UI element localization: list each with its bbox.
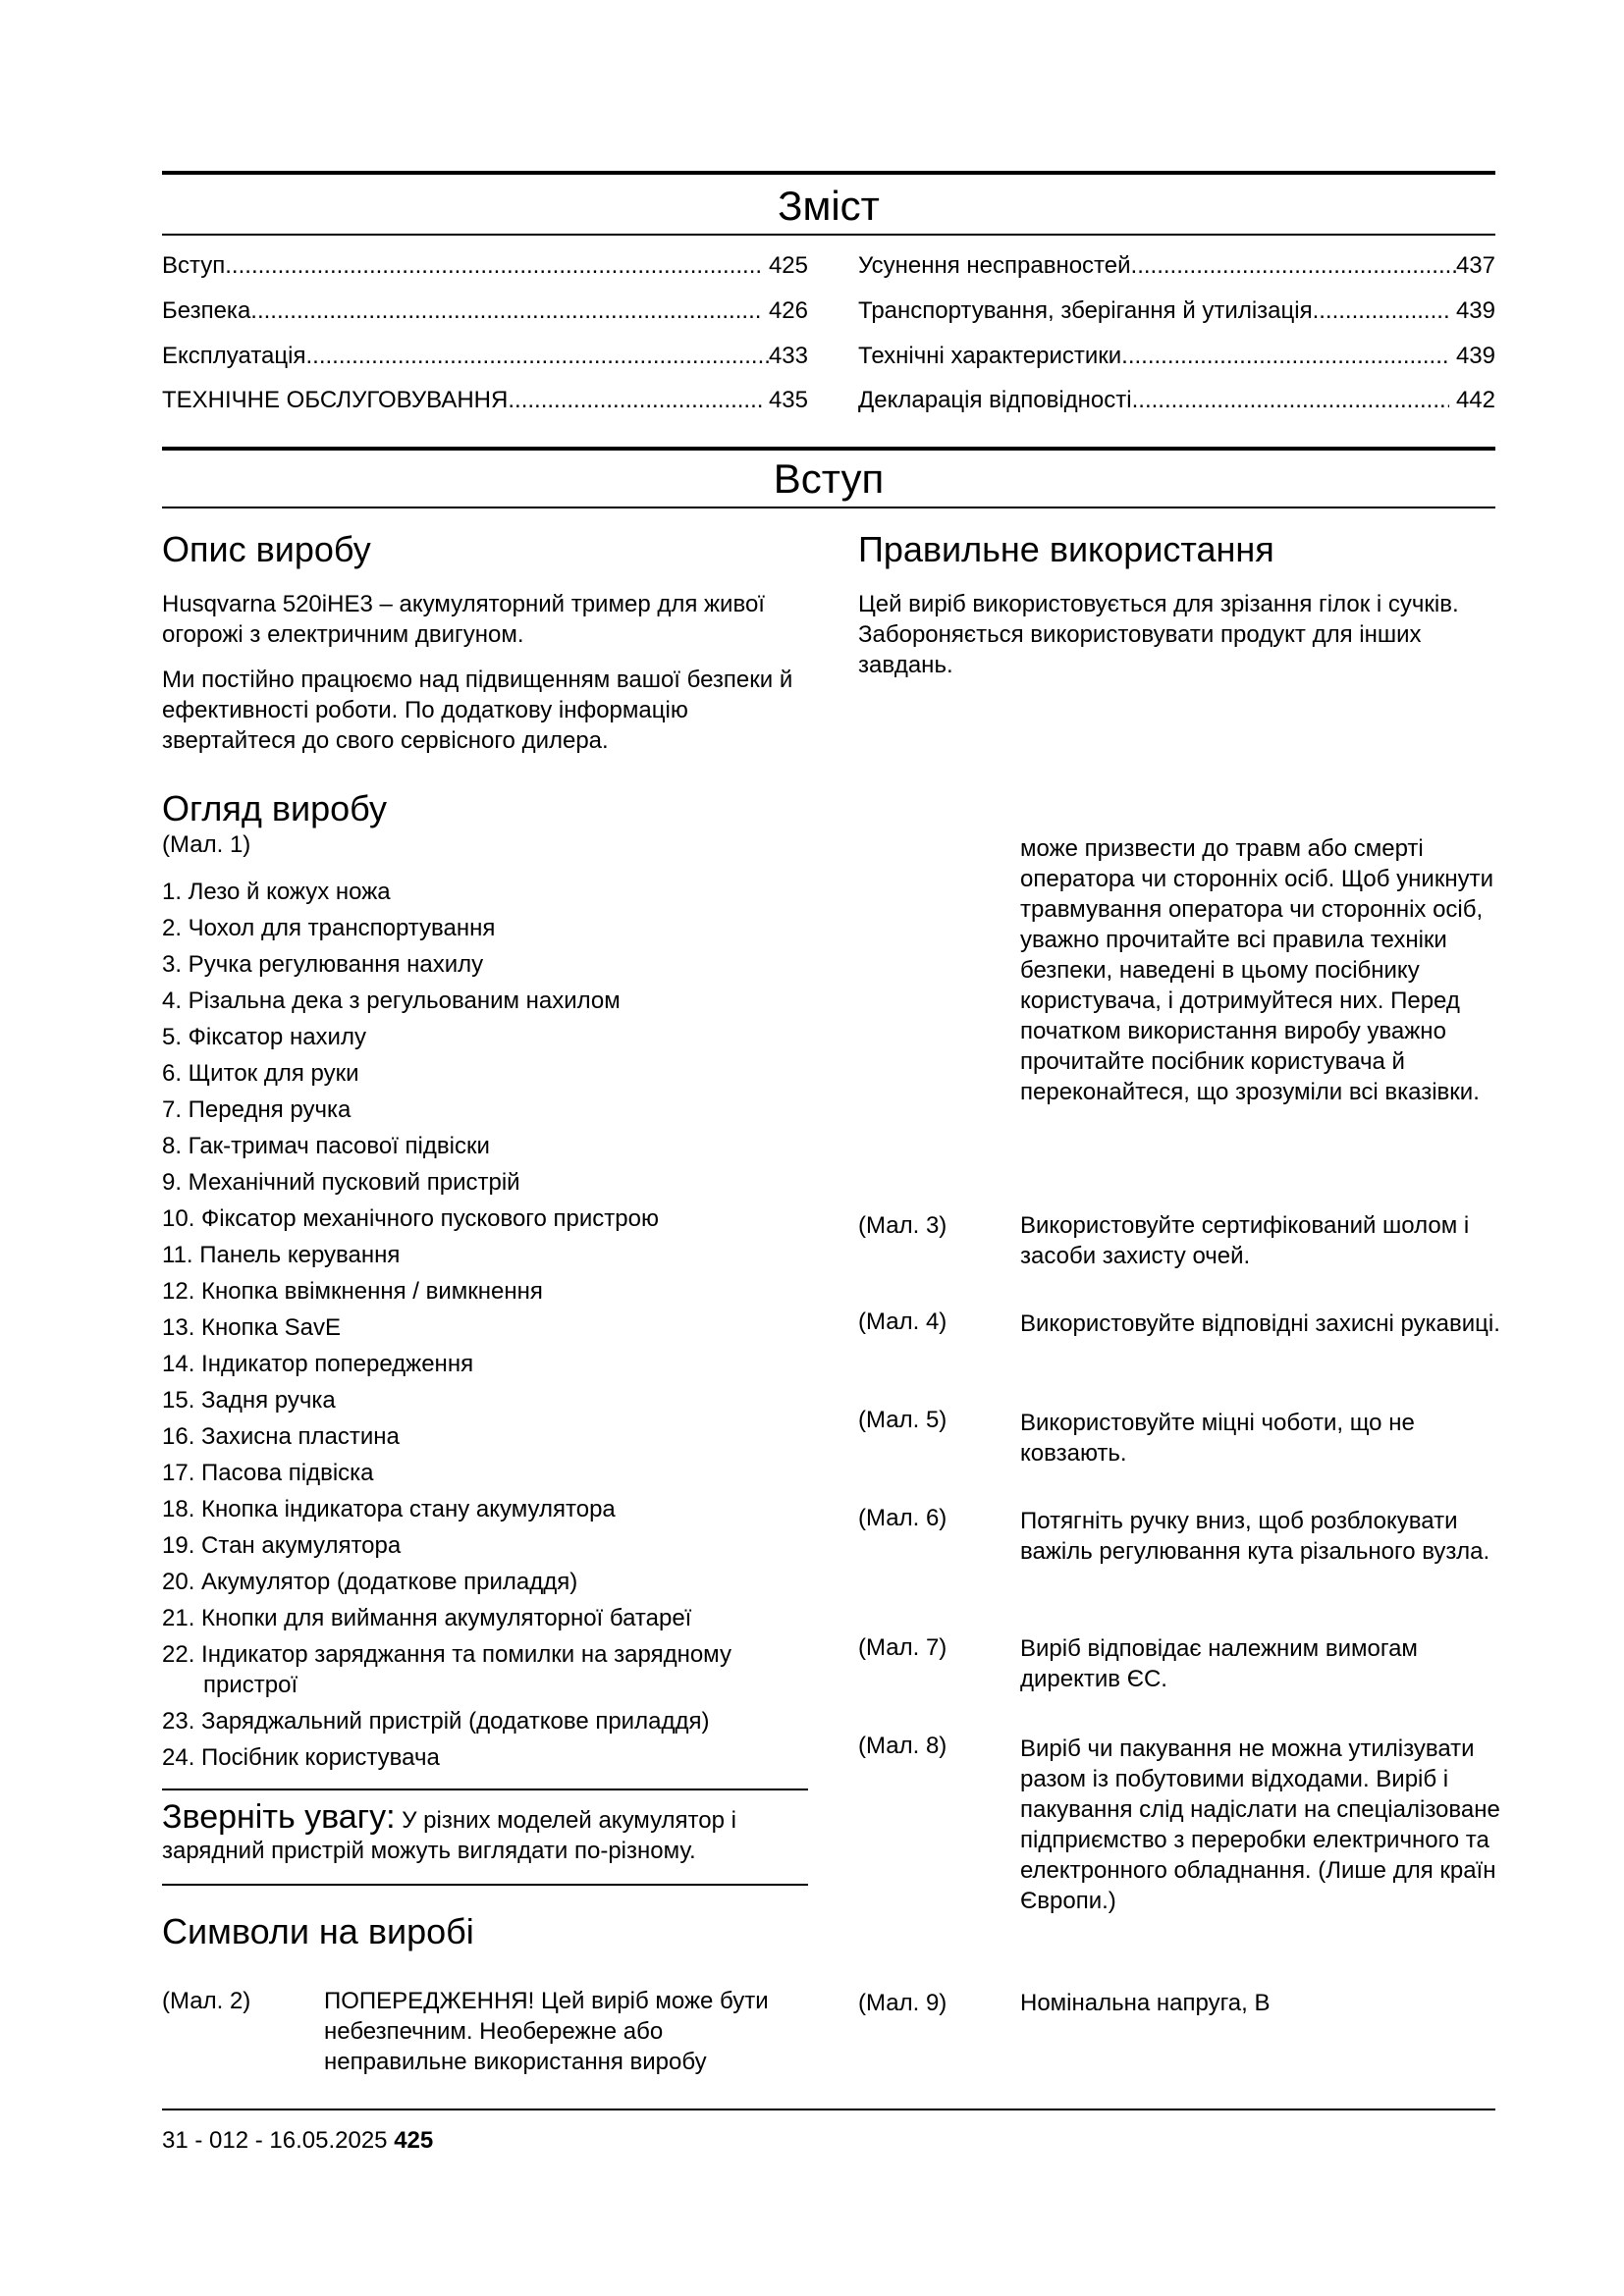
toc-title: Зміст	[778, 183, 880, 229]
symbol-figure-ref: (Мал. 8)	[858, 1733, 947, 1759]
note-top-rule	[162, 1789, 808, 1790]
toc-entry-intro[interactable]: Вступ ..... 425	[162, 251, 808, 281]
list-item: 24. Посібник користувача	[162, 1744, 440, 1771]
list-item: 21. Кнопки для виймання акумуляторної батареї	[162, 1605, 692, 1631]
list-item: 15. Задня ручка	[162, 1387, 336, 1414]
symbol-description: Використовуйте відповідні захисні рукавиці.	[1020, 1310, 1500, 1337]
toc-entry-technical-data[interactable]: Технічні характеристики ..... 439	[858, 342, 1495, 371]
list-item: 13. Кнопка SavE	[162, 1314, 342, 1341]
symbol-figure-ref: (Мал. 4)	[858, 1308, 947, 1335]
list-item: 1. Лезо й кожух ножа	[162, 879, 391, 905]
list-item: 8. Гак-тримач пасової підвіски	[162, 1133, 490, 1159]
list-item: 11. Панель керування	[162, 1242, 401, 1268]
note	[162, 1798, 800, 1866]
overview-heading: Огляд виробу	[162, 788, 387, 828]
symbol-figure-ref: (Мал. 6)	[858, 1505, 947, 1531]
overview-figure-ref: (Мал. 1)	[162, 831, 251, 858]
note-label: Зверніть увагу:	[162, 1798, 396, 1836]
toc-top-rule	[162, 171, 1495, 175]
proper-use-paragraph: Цей виріб використовується для зрізання гілок і сучків. Забороняється використовувати продукт для інших завдань.	[858, 591, 1459, 678]
description-paragraph-2: Ми постійно працюємо над підвищенням вашої безпеки й ефективності роботи. По додаткову інформацію звертайтеся до свого сервісного дилера.	[162, 667, 793, 754]
list-item: 14. Індикатор попередження	[162, 1351, 474, 1377]
symbol-description: Номінальна напруга, В	[1020, 1990, 1271, 2016]
symbol-description: Використовуйте міцні чоботи, що не ковзають.	[1020, 1410, 1415, 1467]
description-paragraph-1: Husqvarna 520iHE3 – акумуляторний тример для живої огорожі з електричним двигуном.	[162, 591, 765, 648]
toc-entry-maintenance[interactable]: ТЕХНІЧНЕ ОБСЛУГОВУВАННЯ ..... 435	[162, 386, 808, 415]
symbol-warning-text: ПОПЕРЕДЖЕННЯ! Цей виріб може бути небезпечним. Необережне або неправильне використання виробу	[324, 1988, 769, 2075]
list-item: 23. Заряджальний пристрій (додаткове приладдя)	[162, 1708, 710, 1735]
symbol-figure-ref: (Мал. 5)	[858, 1407, 947, 1433]
list-item: 7. Передня ручка	[162, 1096, 352, 1123]
symbol-description: Виріб чи пакування не можна утилізувати разом із побутовими відходами. Виріб і пакування слід надіслати на спеціалізоване підприємство з переробки електричного та електронного обладнання. (Лише для країн Європи.)	[1020, 1735, 1500, 1914]
list-item: 6. Щиток для руки	[162, 1060, 359, 1087]
footer-rule	[162, 2109, 1495, 2110]
list-item: 10. Фіксатор механічного пускового пристрою	[162, 1205, 659, 1232]
document-code: 31 - 012 - 16.05.2025	[162, 2127, 388, 2154]
symbol-description: Виріб відповідає належним вимогам директив ЄС.	[1020, 1635, 1418, 1692]
symbol-description: Використовуйте сертифікований шолом і засоби захисту очей.	[1020, 1212, 1470, 1269]
symbol-figure-ref: (Мал. 3)	[858, 1212, 947, 1239]
symbol-figure-ref: (Мал. 2)	[162, 1988, 251, 2014]
description-heading: Опис виробу	[162, 529, 371, 569]
list-item: 20. Акумулятор (додаткове приладдя)	[162, 1569, 578, 1595]
symbol-description: Потягніть ручку вниз, щоб розблокувати важіль регулювання кута різального вузла.	[1020, 1508, 1490, 1565]
list-item: 4. Різальна дека з регульованим нахилом	[162, 988, 621, 1014]
toc-entry-troubleshooting[interactable]: Усунення несправностей ..... 437	[858, 251, 1495, 281]
symbols-heading: Символи на виробі	[162, 1911, 474, 1951]
toc-entry-transport[interactable]: Транспортування, зберігання й утилізація ..... 439	[858, 296, 1495, 326]
symbol-figure-ref: (Мал. 7)	[858, 1634, 947, 1661]
intro-title-rule	[162, 507, 1495, 508]
proper-use-heading: Правильне використання	[858, 529, 1274, 569]
toc-entry-declaration[interactable]: Декларація відповідності ..... 442	[858, 386, 1495, 415]
symbol-warning-continuation: може призвести до травм або смерті оператора чи сторонніх осіб. Щоб уникнути травмування оператора чи сторонніх осіб, уважно прочитайте всі правила техніки безпеки, наведені в цьому посібнику користувача, і дотримуйтеся них. Перед початком використання виробу уважно прочитайте посібник користувача й переконайтеся, що зрозуміли всі вказівки.	[1020, 835, 1493, 1105]
list-item: 12. Кнопка ввімкнення / вимкнення	[162, 1278, 543, 1305]
toc-entry-operation[interactable]: Експлуатація ..... 433	[162, 342, 808, 371]
list-item: 18. Кнопка індикатора стану акумулятора	[162, 1496, 616, 1522]
toc-title-rule	[162, 234, 1495, 236]
list-item: 5. Фіксатор нахилу	[162, 1024, 366, 1050]
list-item: 16. Захисна пластина	[162, 1423, 400, 1450]
overview-list	[162, 874, 832, 1776]
list-item: 17. Пасова підвіска	[162, 1460, 374, 1486]
list-item: 19. Стан акумулятора	[162, 1532, 402, 1559]
list-item: 2. Чохол для транспортування	[162, 915, 496, 941]
symbol-figure-ref: (Мал. 9)	[858, 1990, 947, 2016]
list-item: 22. Індикатор заряджання та помилки на зарядному пристрої	[162, 1641, 731, 1698]
note-text: У різних моделей акумулятор і зарядний пристрій можуть виглядати по-різному.	[162, 1807, 736, 1864]
list-item: 9. Механічний пусковий пристрій	[162, 1169, 520, 1196]
intro-top-rule	[162, 447, 1495, 451]
intro-title: Вступ	[773, 455, 885, 502]
toc-entry-safety[interactable]: Безпека ..... 426	[162, 296, 808, 326]
page-footer	[162, 2126, 433, 2156]
note-bottom-rule	[162, 1884, 808, 1886]
list-item: 3. Ручка регулювання нахилу	[162, 951, 484, 978]
page-number: 425	[394, 2127, 434, 2154]
